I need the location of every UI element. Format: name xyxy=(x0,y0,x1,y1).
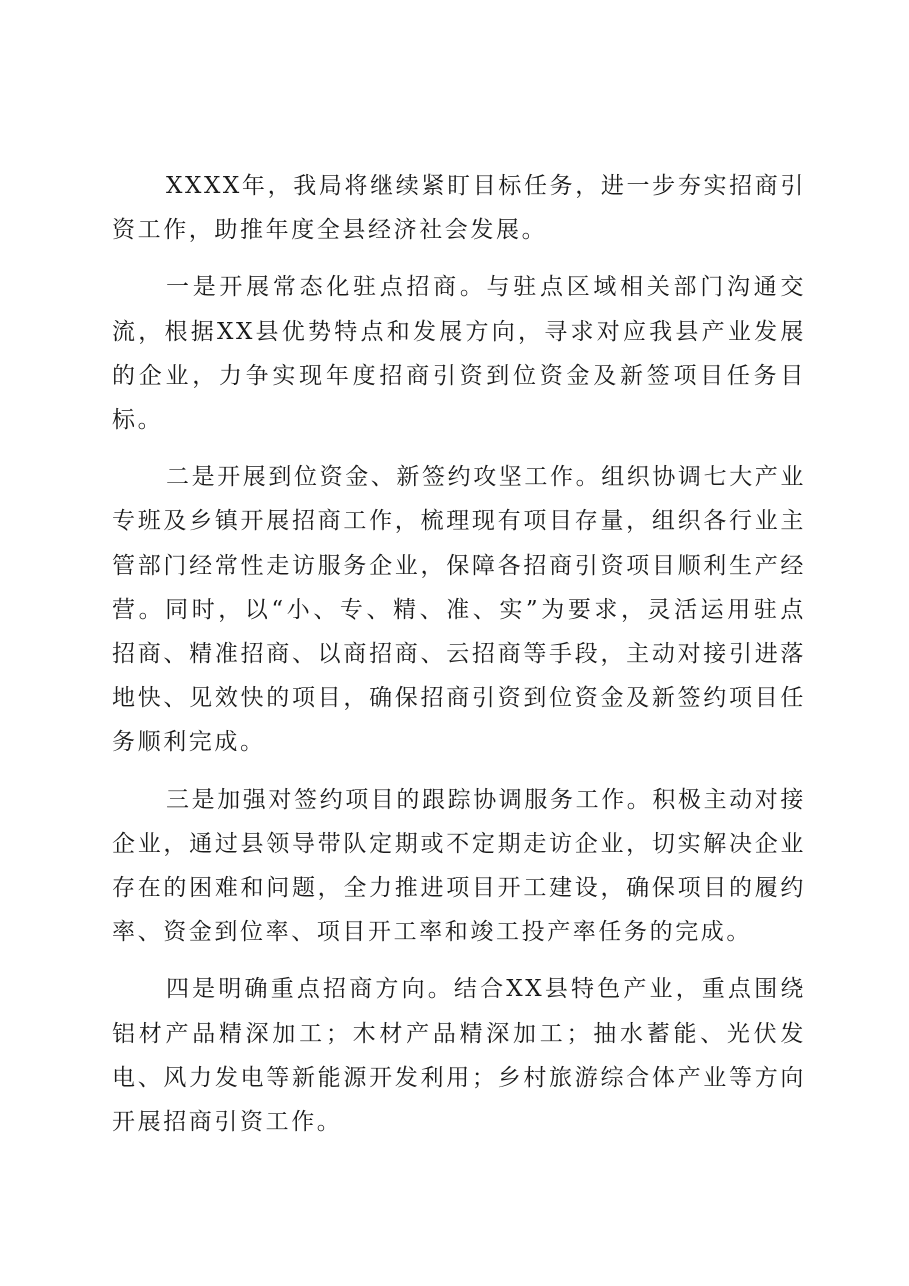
paragraph-point-4: 四是明确重点招商方向。结合XX县特色产业，重点围绕铝材产品精深加工；木材产品精深加工；抽水蓄能、光伏发电、风力发电等新能源开发利用；乡村旅游综合体产业等方向开展招商引资工作。 xyxy=(112,976,806,1136)
paragraph-intro: XXXX年，我局将继续紧盯目标任务，进一步夯实招商引资工作，助推年度全县经济社会发展。 xyxy=(112,173,806,244)
paragraph-point-1: 一是开展常态化驻点招商。与驻点区域相关部门沟通交流，根据XX县优势特点和发展方向，寻求对应我县产业发展的企业，力争实现年度招商引资到位资金及新签项目任务目标。 xyxy=(112,274,806,434)
document-body xyxy=(112,164,806,1157)
paragraph-point-3: 三是加强对签约项目的跟踪协调服务工作。积极主动对接企业，通过县领导带队定期或不定期走访企业，切实解决企业存在的困难和问题，全力推进项目开工建设，确保项目的履约率、资金到位率、项目开工率和竣工投产率任务的完成。 xyxy=(112,786,806,946)
paragraph-point-2: 二是开展到位资金、新签约攻坚工作。组织协调七大产业专班及乡镇开展招商工作，梳理现有项目存量，组织各行业主管部门经常性走访服务企业，保障各招商引资项目顺利生产经营。同时，以“小、专、精、准、实”为要求，灵活运用驻点招商、精准招商、以商招商、云招商等手段，主动对接引进落地快、见效快的项目，确保招商引资到位资金及新签约项目任务顺利完成。 xyxy=(112,464,806,756)
